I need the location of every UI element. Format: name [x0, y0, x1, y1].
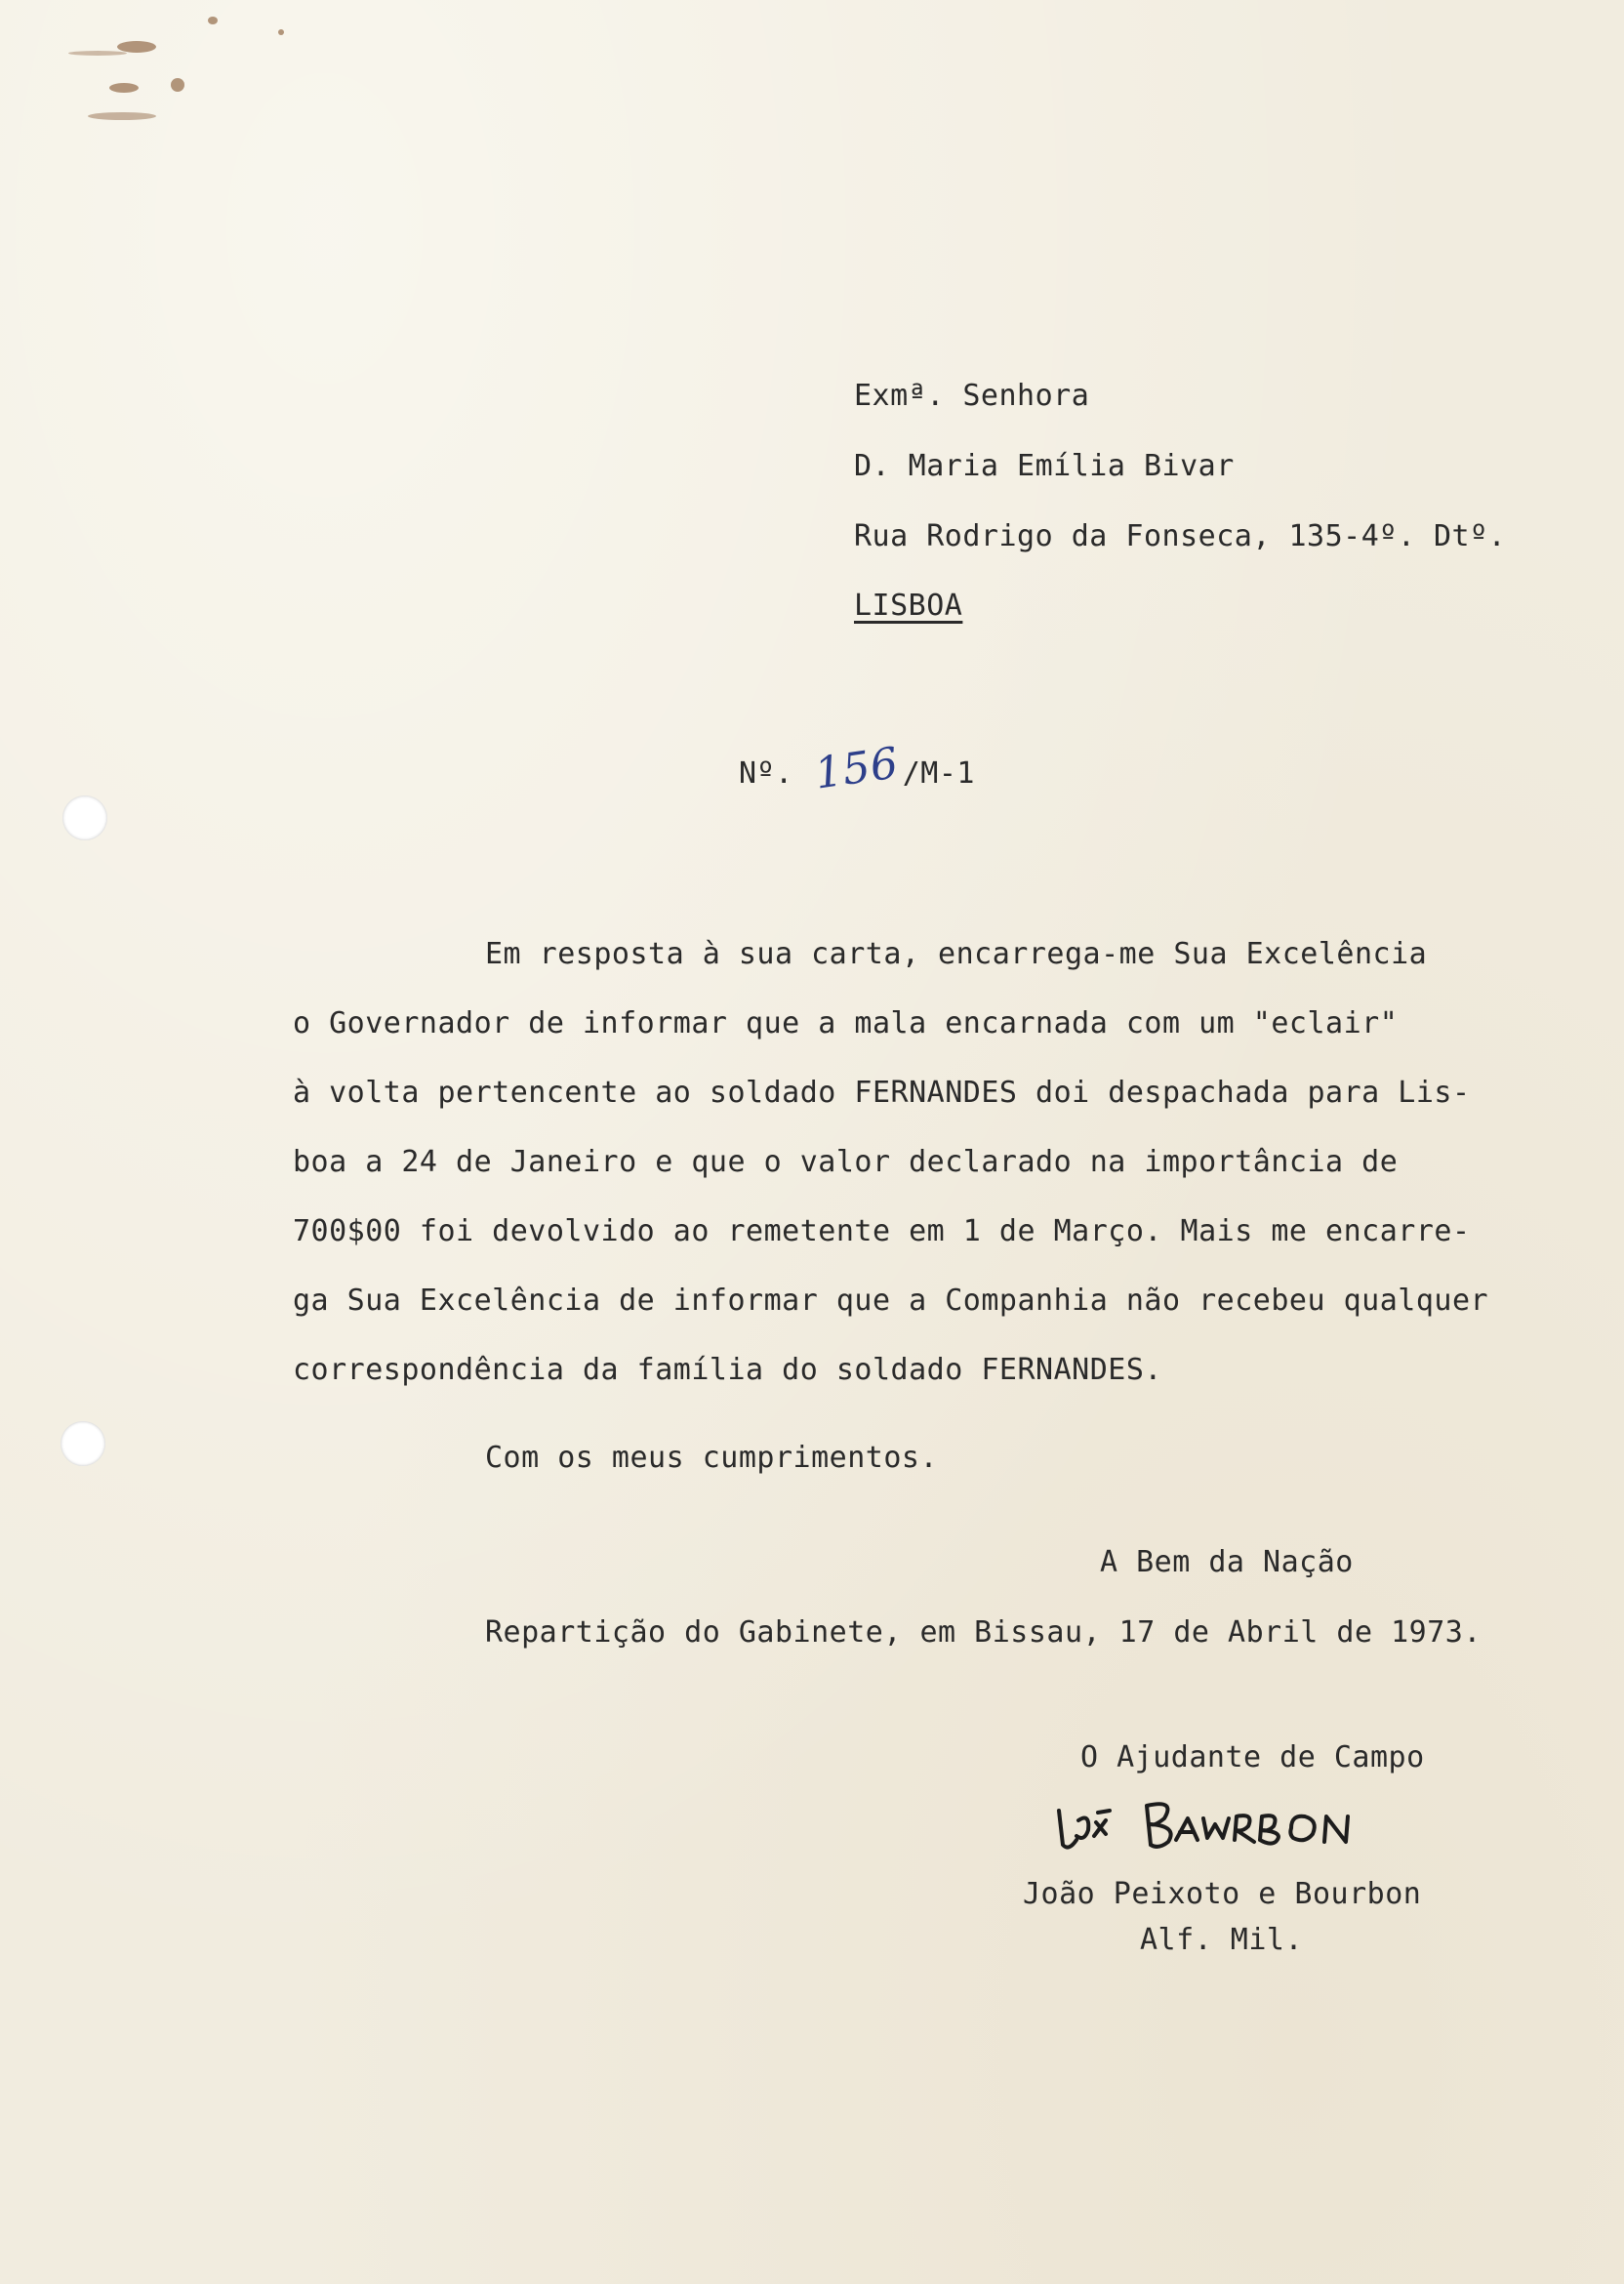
body-line: boa a 24 de Janeiro e que o valor declarado na importância de	[293, 1145, 1399, 1179]
body-line: Em resposta à sua carta, encarrega-me Sua Excelência	[485, 937, 1428, 971]
body-line: o Governador de informar que a mala encarnada com um "eclair"	[293, 1006, 1399, 1040]
signer-role: O Ajudante de Campo	[1080, 1740, 1425, 1774]
handwritten-signature	[1049, 1791, 1361, 1859]
reference-line	[739, 738, 975, 799]
addressee-city: LISBOA	[854, 589, 963, 623]
place-date: Repartição do Gabinete, em Bissau, 17 de Abril de 1973.	[485, 1615, 1482, 1650]
motto: A Bem da Nação	[1100, 1545, 1354, 1579]
addressee-street: Rua Rodrigo da Fonseca, 135-4º. Dtº.	[854, 519, 1507, 553]
reference-suffix: /M-1	[902, 756, 975, 791]
addressee-name: D. Maria Emília Bivar	[854, 449, 1235, 483]
closing-line: Com os meus cumprimentos.	[485, 1441, 939, 1475]
body-line: ga Sua Excelência de informar que a Companhia não recebeu qualquer	[293, 1284, 1489, 1318]
reference-prefix: Nº.	[739, 756, 793, 791]
signer-rank: Alf. Mil.	[1140, 1923, 1304, 1957]
body-line: correspondência da família do soldado FERNANDES.	[293, 1353, 1162, 1387]
body-line: à volta pertencente ao soldado FERNANDES doi despachada para Lis-	[293, 1076, 1471, 1110]
signer-name: João Peixoto e Bourbon	[1023, 1877, 1422, 1911]
body-line: 700$00 foi devolvido ao remetente em 1 de Março. Mais me encarre-	[293, 1214, 1471, 1248]
reference-handwritten-number: 156	[812, 738, 902, 799]
punch-hole-bottom	[61, 1421, 105, 1466]
addressee-salutation: Exmª. Senhora	[854, 379, 1090, 413]
punch-hole-top	[62, 795, 107, 840]
